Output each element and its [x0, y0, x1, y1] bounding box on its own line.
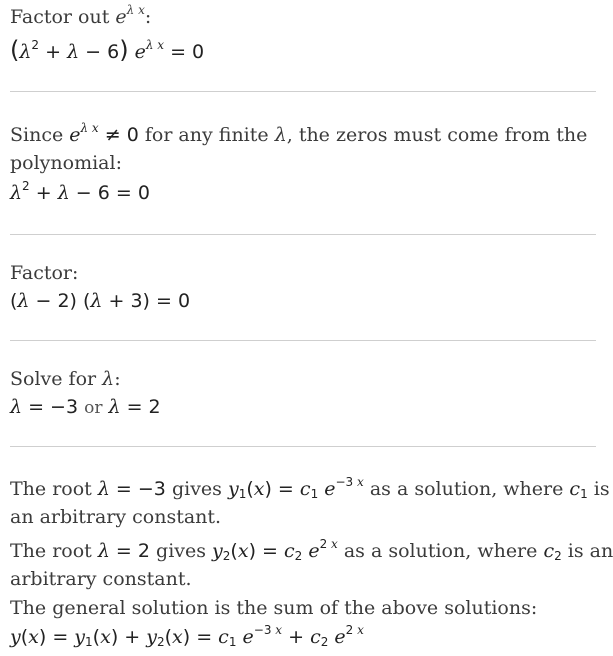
divider	[10, 91, 596, 92]
root2-suffix: as a solution, where	[343, 540, 538, 562]
divider	[10, 340, 596, 341]
step2-equation: $\lambda^2 + \lambda - 6 = 0$	[10, 179, 150, 204]
step1-label-text: Factor out	[10, 6, 110, 28]
step2-text-mid: for any finite	[144, 124, 269, 146]
root2-line2: arbitrary constant.	[10, 568, 192, 590]
or-word: or	[84, 398, 103, 418]
step3-label: Factor:	[10, 262, 79, 284]
root2-prefix: The root	[10, 540, 92, 562]
is-an-word: is an	[567, 540, 613, 562]
gives-word: gives	[171, 478, 222, 500]
step2-text-line2: polynomial:	[10, 152, 122, 174]
step2-text-end: , the zeros must come from the	[286, 124, 588, 146]
divider	[10, 234, 596, 235]
step1-equation: $(\lambda^2 + \lambda - 6) e^{\lambda x} = 0$	[10, 36, 205, 64]
step4-label: Solve for λ:	[10, 368, 121, 390]
root1-line: The root λ = −3 gives $y_1(x) = c_1$ $e^{-3 x}$ as a solution, where $c_1$ is	[10, 475, 610, 501]
root1-prefix: The root	[10, 478, 92, 500]
root2-line: The root λ = 2 gives $y_2(x) = c_2$ $e^{2 x}$ as a solution, where $c_2$ is an	[10, 537, 613, 563]
step2-text: Since $e^{\lambda x} \ne 0$ for any finite λ, the zeros must come from the	[10, 121, 588, 146]
divider	[10, 446, 596, 447]
gives-word: gives	[156, 540, 206, 562]
is-word: is	[593, 478, 610, 500]
root1-suffix: as a solution, where	[369, 478, 564, 500]
step4-equation: λ = −3 or λ = 2	[10, 396, 161, 418]
step2-text-start: Since	[10, 124, 64, 146]
root1-line2: an arbitrary constant.	[10, 506, 222, 528]
step4-label-text: Solve for	[10, 368, 97, 390]
general-equation: $y(x) = y_1(x) + y_2(x) = c_1$ $e^{-3 x} + c_2$ $e^{2 x}$	[10, 623, 364, 649]
general-text: The general solution is the sum of the above solutions:	[10, 597, 538, 619]
step1-label: Factor out $e^{\lambda x}$:	[10, 3, 152, 28]
step3-equation: (λ − 2) (λ + 3) = 0	[10, 290, 191, 312]
